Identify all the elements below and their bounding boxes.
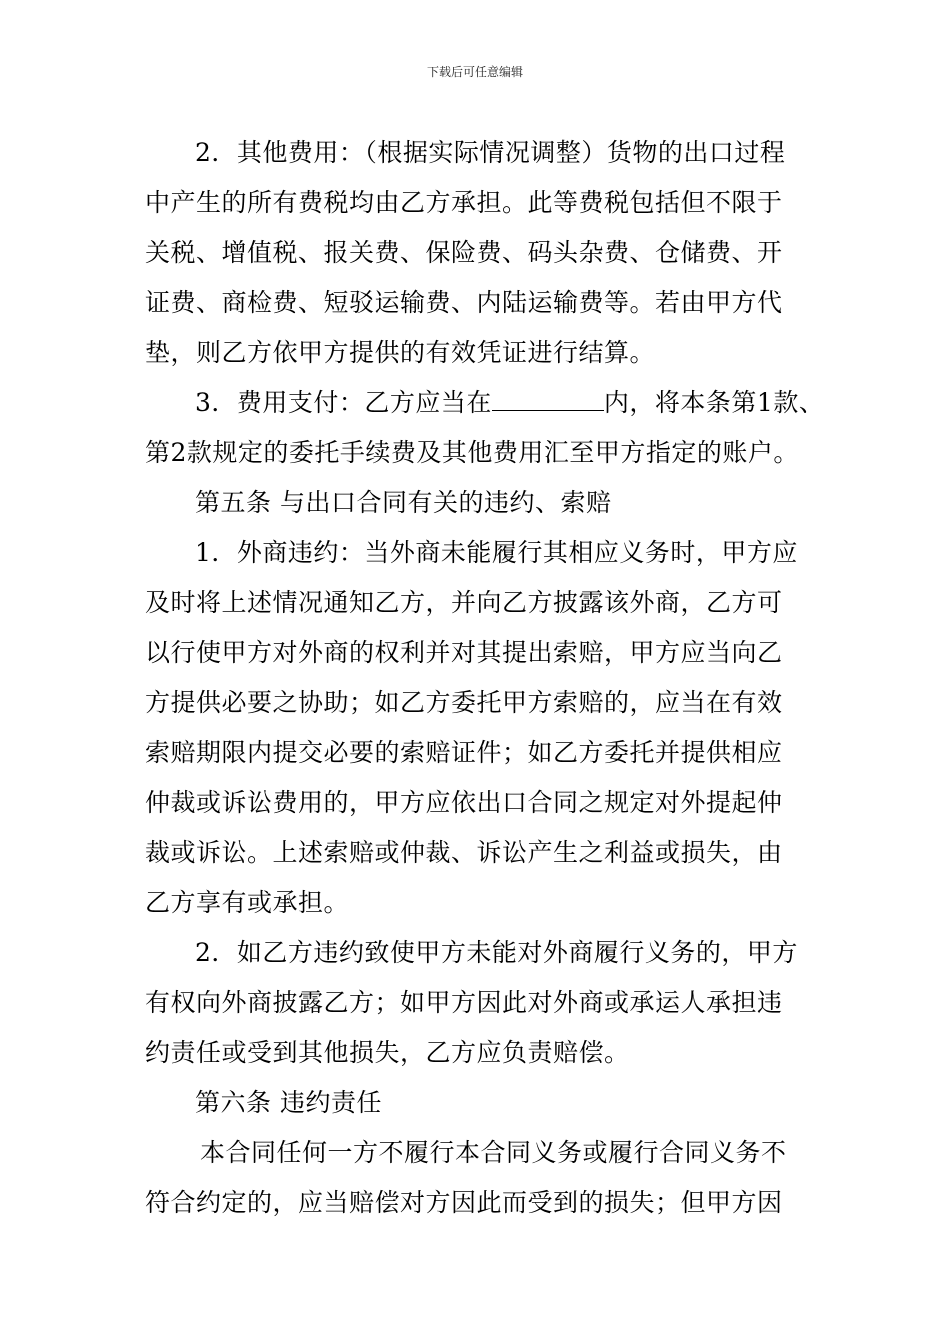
section-heading-5: 第五条 与出口合同有关的违约、索赔 (195, 488, 612, 517)
document-body (145, 128, 825, 1228)
page-header: 下载后可任意编辑 (426, 65, 523, 79)
paragraph-line: 2．如乙方违约致使甲方未能对外商履行义务的，甲方 (195, 938, 798, 967)
paragraph-line: 中产生的所有费税均由乙方承担。此等费税包括但不限于 (145, 188, 783, 217)
paragraph-line: 2．其他费用：（根据实际情况调整）货物的出口过程 (195, 138, 786, 167)
paragraph-line: 关税、增值税、报关费、保险费、码头杂费、仓储费、开 (145, 238, 783, 267)
paragraph-line: 裁或诉讼。上述索赔或仲裁、诉讼产生之利益或损失，由 (145, 838, 783, 867)
paragraph-line: 及时将上述情况通知乙方，并向乙方披露该外商，乙方可 (145, 588, 783, 617)
paragraph-line: 垫，则乙方依甲方提供的有效凭证进行结算。 (145, 338, 656, 367)
paragraph-line: 证费、商检费、短驳运输费、内陆运输费等。若由甲方代 (145, 288, 783, 317)
section-heading-6: 第六条 违约责任 (195, 1088, 382, 1117)
paragraph-line: 第2款规定的委托手续费及其他费用汇至甲方指定的账户。 (145, 438, 799, 467)
paragraph-line: 索赔期限内提交必要的索赔证件；如乙方委托并提供相应 (145, 738, 783, 767)
paragraph-line: 约责任或受到其他损失，乙方应负责赔偿。 (145, 1038, 630, 1067)
paragraph-line: 乙方享有或承担。 (145, 888, 350, 917)
payment-text-after: 内，将本条第1款、 (603, 388, 825, 417)
paragraph-line: 方提供必要之协助；如乙方委托甲方索赔的，应当在有效 (145, 688, 783, 717)
paragraph-line: 1．外商违约：当外商未能履行其相应义务时，甲方应 (195, 538, 798, 567)
paragraph-line: 有权向外商披露乙方；如甲方因此对外商或承运人承担违 (145, 988, 783, 1017)
payment-line (145, 378, 825, 428)
paragraph-line: 以行使甲方对外商的权利并对其提出索赔，甲方应当向乙 (145, 638, 783, 667)
fill-in-blank (492, 388, 604, 411)
paragraph-line: 仲裁或诉讼费用的，甲方应依出口合同之规定对外提起仲 (145, 788, 783, 817)
paragraph-line: 符合约定的，应当赔偿对方因此而受到的损失；但甲方因 (145, 1188, 783, 1217)
payment-text-before: 3．费用支付：乙方应当在 (195, 388, 492, 417)
paragraph-line: 本合同任何一方不履行本合同义务或履行合同义务不 (200, 1138, 787, 1167)
